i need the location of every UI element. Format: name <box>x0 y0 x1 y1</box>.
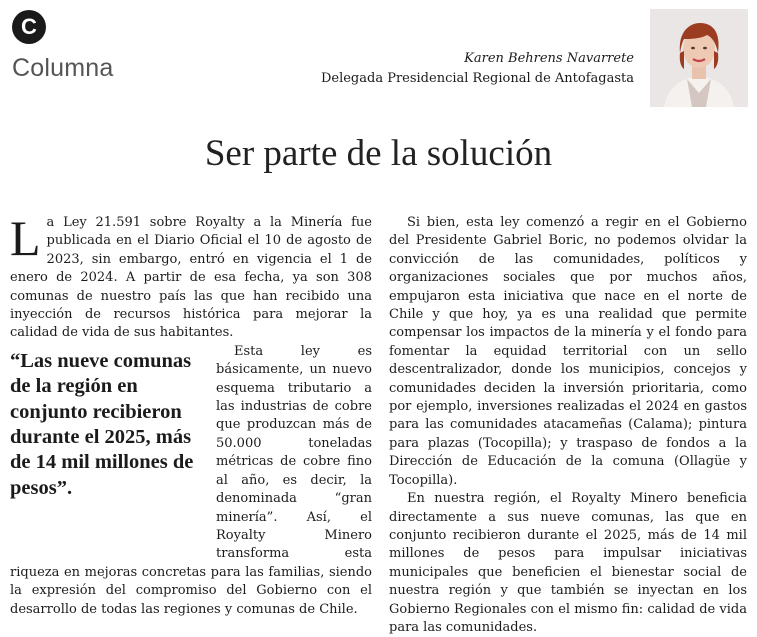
pull-quote: “Las nueve comunas de la región en conjunto recibieron durante el 2025, más de 14 mil millones de pesos”. <box>10 349 194 499</box>
author-byline <box>321 49 634 89</box>
author-portrait-icon <box>650 9 748 107</box>
right-paragraph-2: En nuestra región, el Royalty Minero beneficia directamente a sus nueve comunas, las que en conjunto recibieron durante el 2025, más de 14 mil millones de pesos para impulsar iniciativas municipales que beneficien el bienestar social de nuestra región y que también se inyectan en los Gobierno Regionales con el mismo fin: calidad de vida para las comunidades. <box>389 491 747 635</box>
left-paragraph-1 <box>10 210 372 343</box>
author-photo <box>650 9 748 107</box>
column-logo-icon: C <box>12 10 46 44</box>
left-paragraph-1-text: a Ley 21.591 sobre Royalty a la Minería fue publicada en el Diario Oficial el 10 de agosto de 2023, sin embargo, entró en vigencia el 1 de enero de 2024. A partir de esa fecha, ya son 308 comunas de nuestro país las que han recibido una inyección de recursos histórica para mejorar la calidad de vida de sus habitantes. <box>10 215 372 341</box>
right-paragraph-1: Si bien, esta ley comenzó a regir en el Gobierno del Presidente Gabriel Boric, no podemos olvidar la convicción de las comunidades, políticos y organizaciones sociales que por muchos años, empujaron esta iniciativa que nace en el norte de Chile y que hoy, ya es una realidad que permite compensar los impactos de la minería y el fondo para fomentar la equidad territorial con un sello descentralizador, donde los municipios, concejos y comunidades deciden la inversión prioritaria, como por ejemplo, inversiones realizadas el 2024 en gastos para las comunidades atacameñas (Calama); pintura para plazas (Tocopilla); y traspaso de fondos a la Dirección de Educación de la comuna (Ollagüe y Tocopilla). <box>389 215 747 488</box>
section-label: Columna <box>12 54 114 82</box>
article-headline: Ser parte de la solución <box>204 133 553 174</box>
author-role: Delegada Presidencial Regional de Antofagasta <box>320 71 634 86</box>
drop-cap: L <box>10 210 41 266</box>
left-paragraph-2: Esta ley es básicamente, un nuevo esquema tributario a las industrias de cobre que produzcan más de 50.000 toneladas métricas de cobre fino al año, es decir, la denominada “gran minería”. Así, el Royalty Minero transforma esta riqueza en mejoras concretas para las familias, siendo la expresión del compromiso del Gobierno con el desarrollo de todas las regiones y comunas de Chile. <box>10 343 372 617</box>
article-left-column <box>10 210 372 619</box>
author-name: Karen Behrens Navarrete <box>464 51 634 66</box>
article-right-column <box>389 214 747 637</box>
